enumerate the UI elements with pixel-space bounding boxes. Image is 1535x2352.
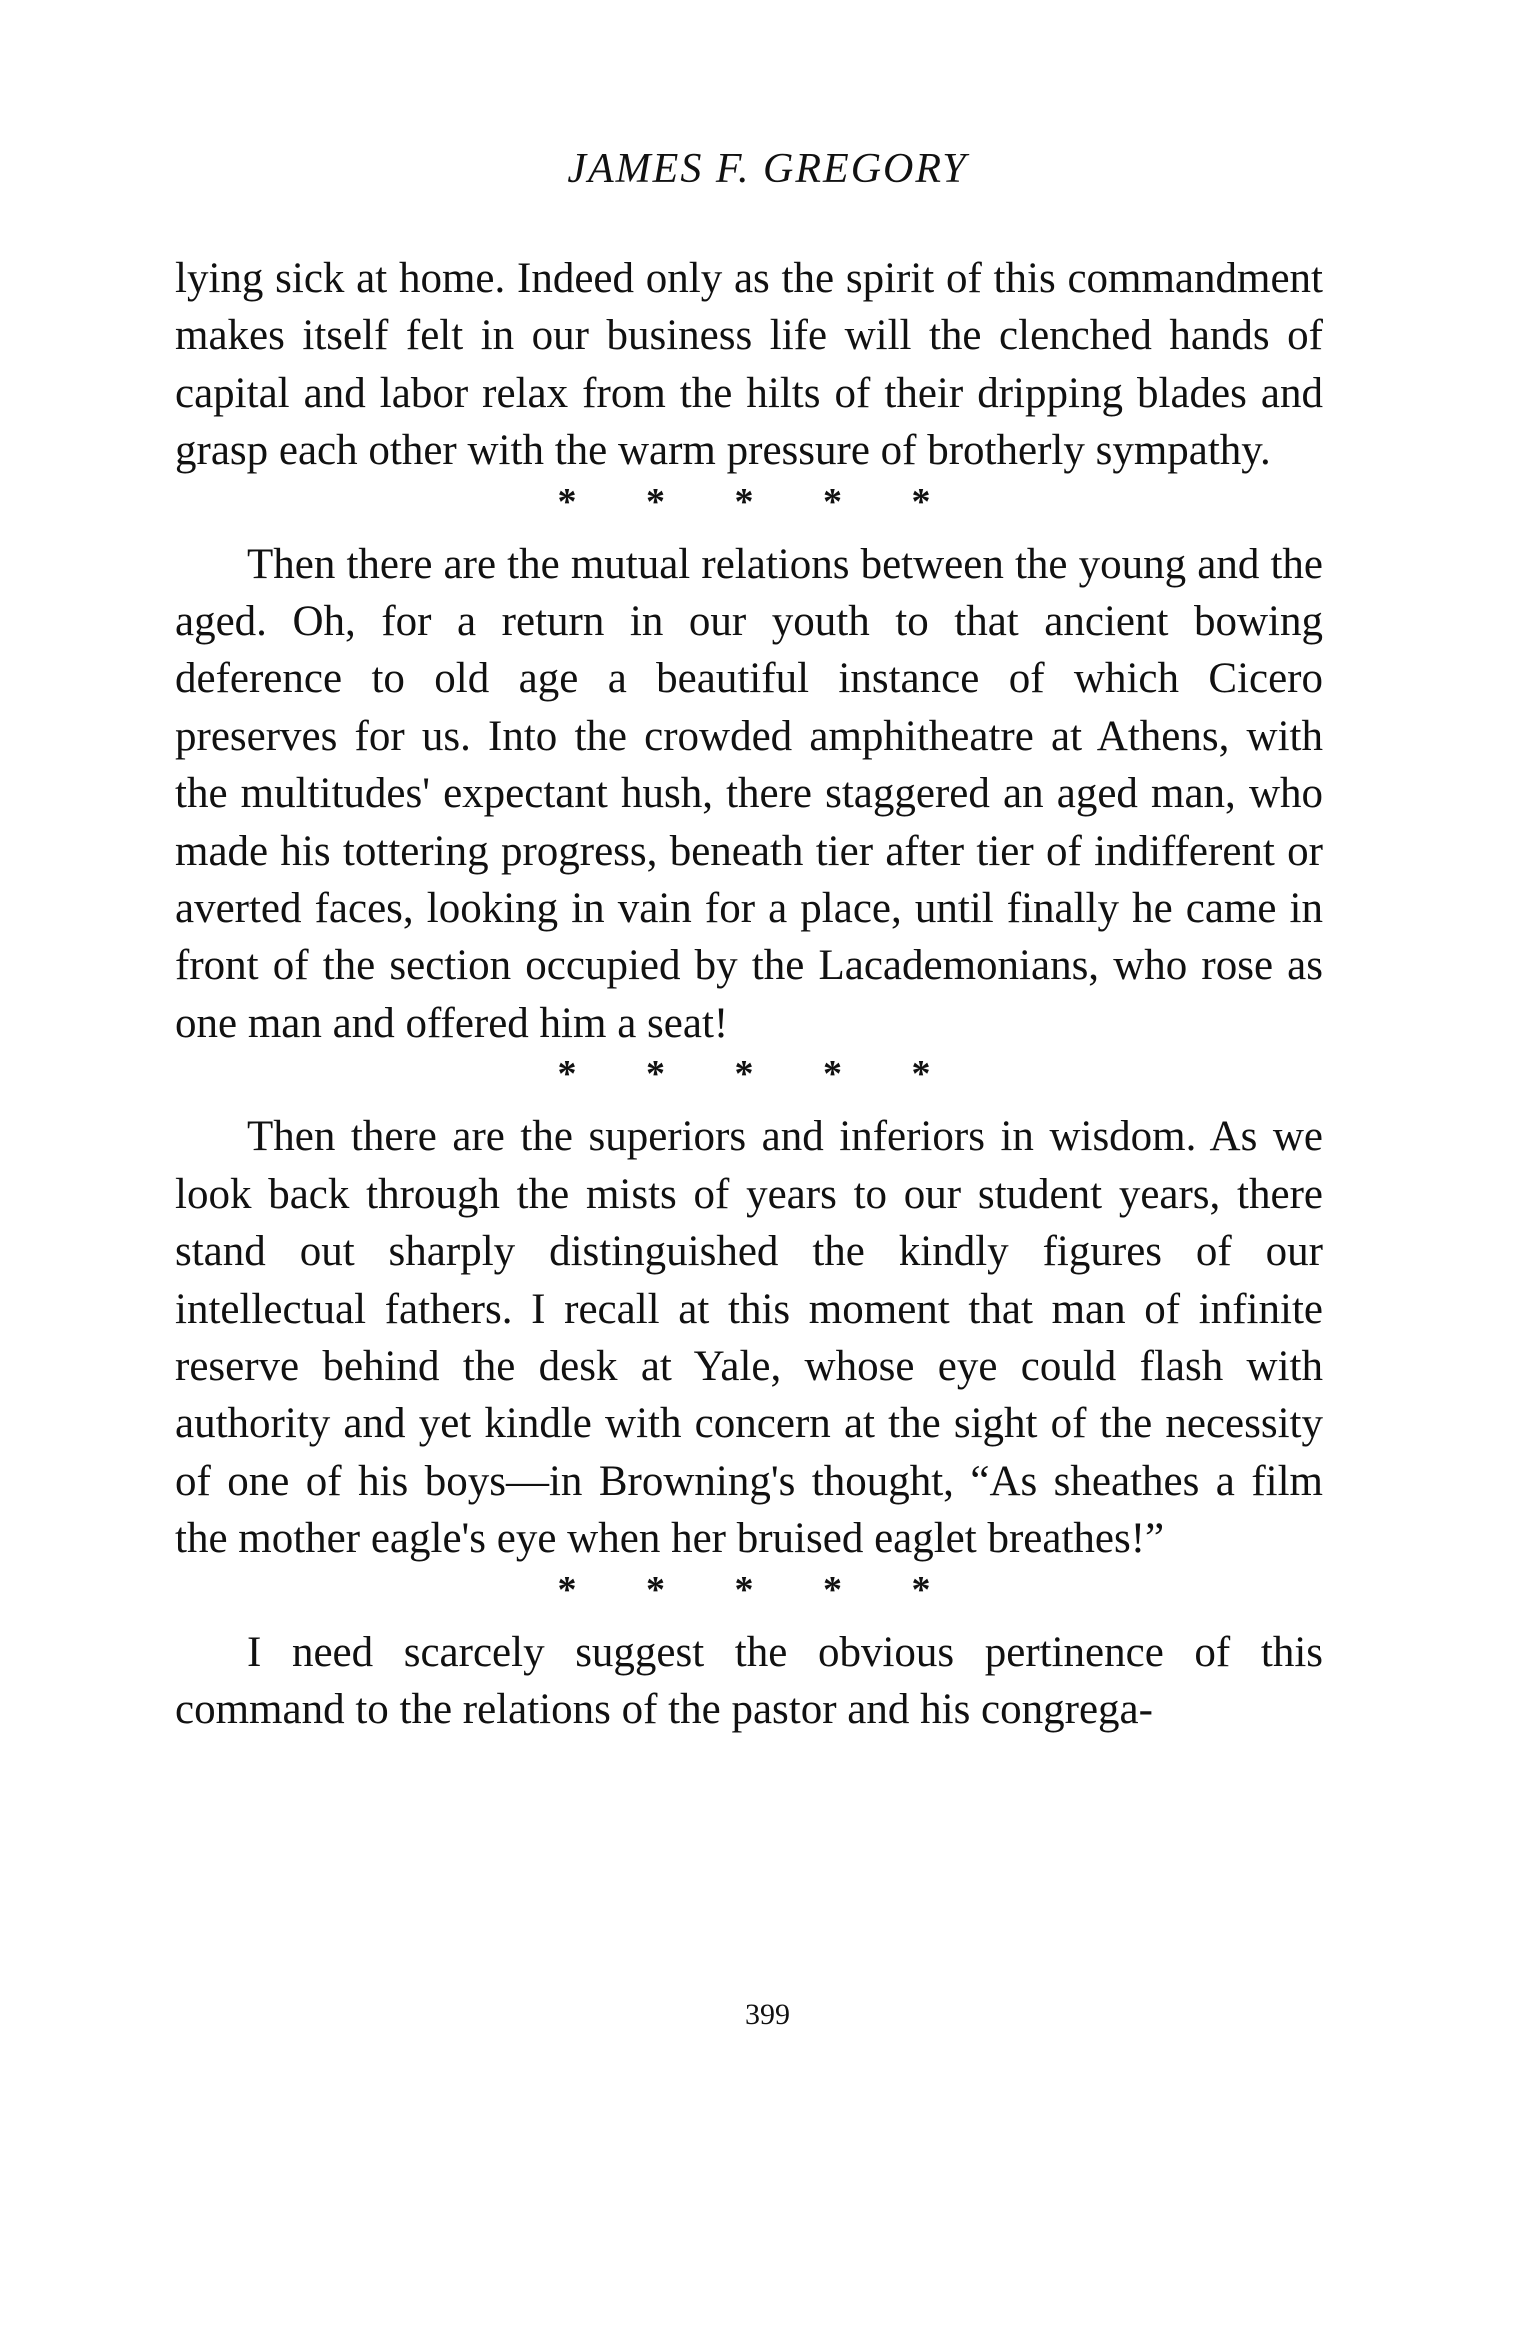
paragraph-continued: lying sick at home. Indeed only as the spirit of this commandment makes itself felt in our business life will the clenched hands of capital and labor relax from the hilts of their dripping blades and grasp each other with the warm pressure of brotherly sympathy. [175, 255, 1323, 475]
paragraph-wisdom: Then there are the superiors and inferiors in wisdom. As we look back through the mists of years to our student years, there stand out sharply distinguished the kindly figures of our intellectual fathers. I recall at this moment that man of infinite reserve behind the desk at Yale, whose eye could flash with authority and yet kindle with concern at the sight of the necessity of one of his boys—in Browning's thought, “As sheathes a film the mother eagle's eye when her bruised eaglet breathes!” [175, 1113, 1323, 1563]
running-head: JAMES F. GREGORY [567, 146, 968, 192]
paragraph-pastor: I need scarcely suggest the obvious pertinence of this command to the relations of the pastor and his congrega- [175, 1628, 1323, 1733]
page-number: 399 [745, 1998, 790, 2031]
section-separator: * * * * * [557, 1568, 961, 1611]
section-separator: * * * * * [557, 480, 961, 523]
body-text [175, 250, 1323, 1738]
section-separator: * * * * * [557, 1053, 961, 1096]
paragraph-young-and-aged: Then there are the mutual relations between the young and the aged. Oh, for a return in our youth to that ancient bowing deference to old age a beautiful instance of which Cicero preserves for us. Into the crowded amphitheatre at Athens, with the multitudes' expectant hush, there staggered an aged man, who made his tottering progress, beneath tier after tier of indifferent or averted faces, looking in vain for a place, until finally he came in front of the section occupied by the Lacademonians, who rose as one man and offered him a seat! [175, 540, 1323, 1047]
